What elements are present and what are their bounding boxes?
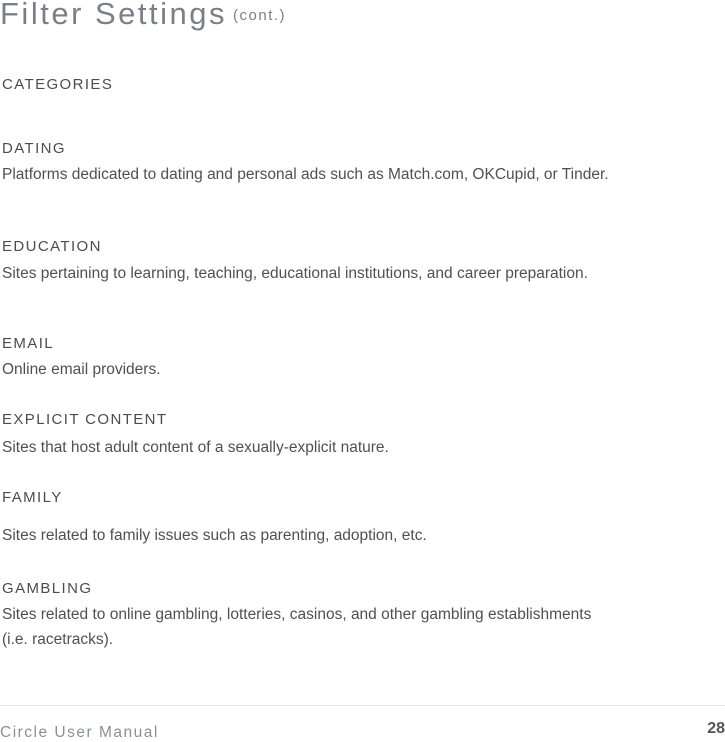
category-heading: EMAIL <box>2 335 55 352</box>
page-title-text: Filter Settings <box>0 0 228 31</box>
category-description: Platforms dedicated to dating and personal ads such as Match.com, OKCupid, or Tinder. <box>2 166 609 183</box>
category-description: Online email providers. <box>2 361 161 378</box>
category-heading: GAMBLING <box>2 580 93 597</box>
footer-divider <box>0 705 725 706</box>
category-description: Sites that host adult content of a sexually-explicit nature. <box>2 439 389 456</box>
category-heading: EXPLICIT CONTENT <box>2 411 168 428</box>
category-description: Sites related to online gambling, lotteries, casinos, and other gambling establishments (i.e. racetracks). <box>2 606 592 648</box>
category-description: Sites related to family issues such as parenting, adoption, etc. <box>2 527 427 544</box>
page-number: 28 <box>707 720 725 737</box>
page-title <box>0 0 286 32</box>
category-description: Sites pertaining to learning, teaching, educational institutions, and career preparation. <box>2 265 588 282</box>
page-title-subtitle: (cont.) <box>233 7 287 25</box>
section-label: CATEGORIES <box>2 76 114 93</box>
category-heading: EDUCATION <box>2 238 102 255</box>
footer-manual-name: Circle User Manual <box>0 724 159 741</box>
category-heading: FAMILY <box>2 489 63 506</box>
category-heading: DATING <box>2 140 66 157</box>
